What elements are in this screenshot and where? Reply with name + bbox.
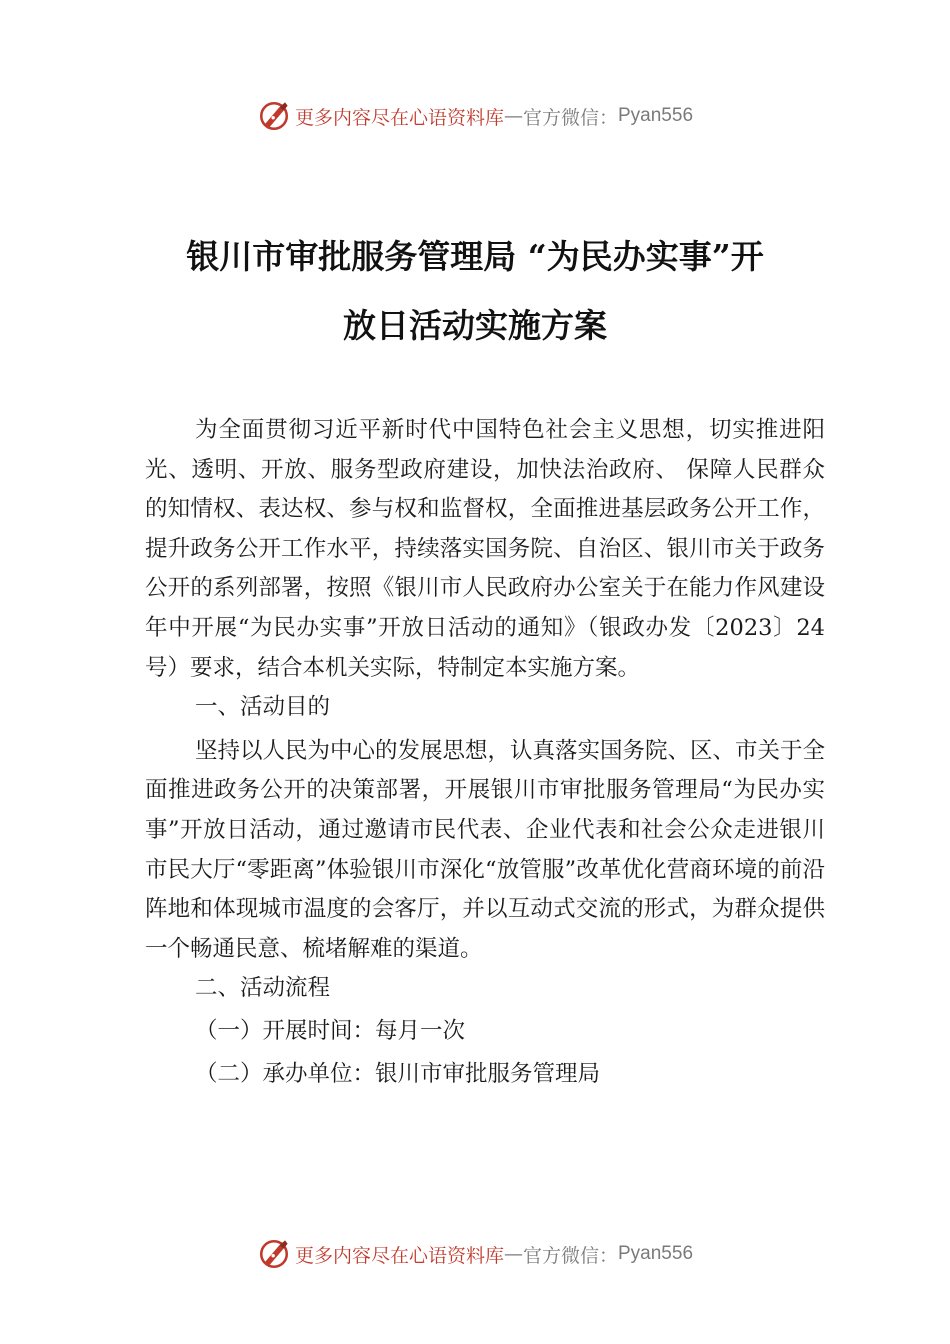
watermark-dash: —: [503, 105, 523, 127]
watermark-wechat-label: 官方微信：: [522, 106, 618, 129]
section-1-heading: 一、活动目的: [195, 694, 331, 721]
section-2-heading: 二、活动流程: [195, 975, 331, 1002]
watermark-dash: —: [503, 1243, 523, 1265]
pen-nib-logo-icon: [257, 1237, 291, 1271]
document-body: [145, 411, 825, 1094]
watermark-site-name: 更多内容尽在心语资料库: [294, 1244, 504, 1267]
watermark-banner-top: [0, 96, 950, 136]
watermark-site-name: 更多内容尽在心语资料库: [294, 106, 504, 129]
intro-paragraph: 为全面贯彻习近平新时代中国特色社会主义思想，切实推进阳光、透明、开放、服务型政府建设，加快法治政府、 保障人民群众的知情权、表达权、参与权和监督权，全面推进基层政务公开工作，提升政务公开工作水平，持续落实国务院、自治区、银川市关于政务公开的系列部署，按照《银川市人民政府办公室关于在能力作风建设年中开展“为民办实事”开放日活动的通知》（银政办发〔2023〕24 号）要求，结合本机关实际，特制定本实施方案。: [145, 417, 825, 681]
document-title-line-2: 放日活动实施方案: [343, 306, 607, 345]
watermark-banner-bottom: [0, 1234, 950, 1274]
pen-nib-logo-icon: [257, 99, 291, 133]
watermark-wechat-label: 官方微信：: [522, 1244, 618, 1267]
document-title-line-1: 银川市审批服务管理局 “为民办实事”开: [186, 237, 764, 276]
section-2-item-2: （二）承办单位：银川市审批服务管理局: [195, 1060, 601, 1087]
section-2-item-1: （一）开展时间：每月一次: [195, 1017, 466, 1044]
watermark-wechat-id: Pyan556: [618, 1243, 694, 1264]
section-1-paragraph: 坚持以人民为中心的发展思想，认真落实国务院、区、市关于全面推进政务公开的决策部署，开展银川市审批服务管理局“为民办实事”开放日活动，通过邀请市民代表、企业代表和社会公众走进银川市民大厅“零距离”体验银川市深化“放管服”改革优化营商环境的前沿阵地和体现城市温度的会客厅，并以互动式交流的形式，为群众提供一个畅通民意、梳堵解难的渠道。: [145, 737, 826, 962]
watermark-wechat-id: Pyan556: [618, 105, 694, 126]
